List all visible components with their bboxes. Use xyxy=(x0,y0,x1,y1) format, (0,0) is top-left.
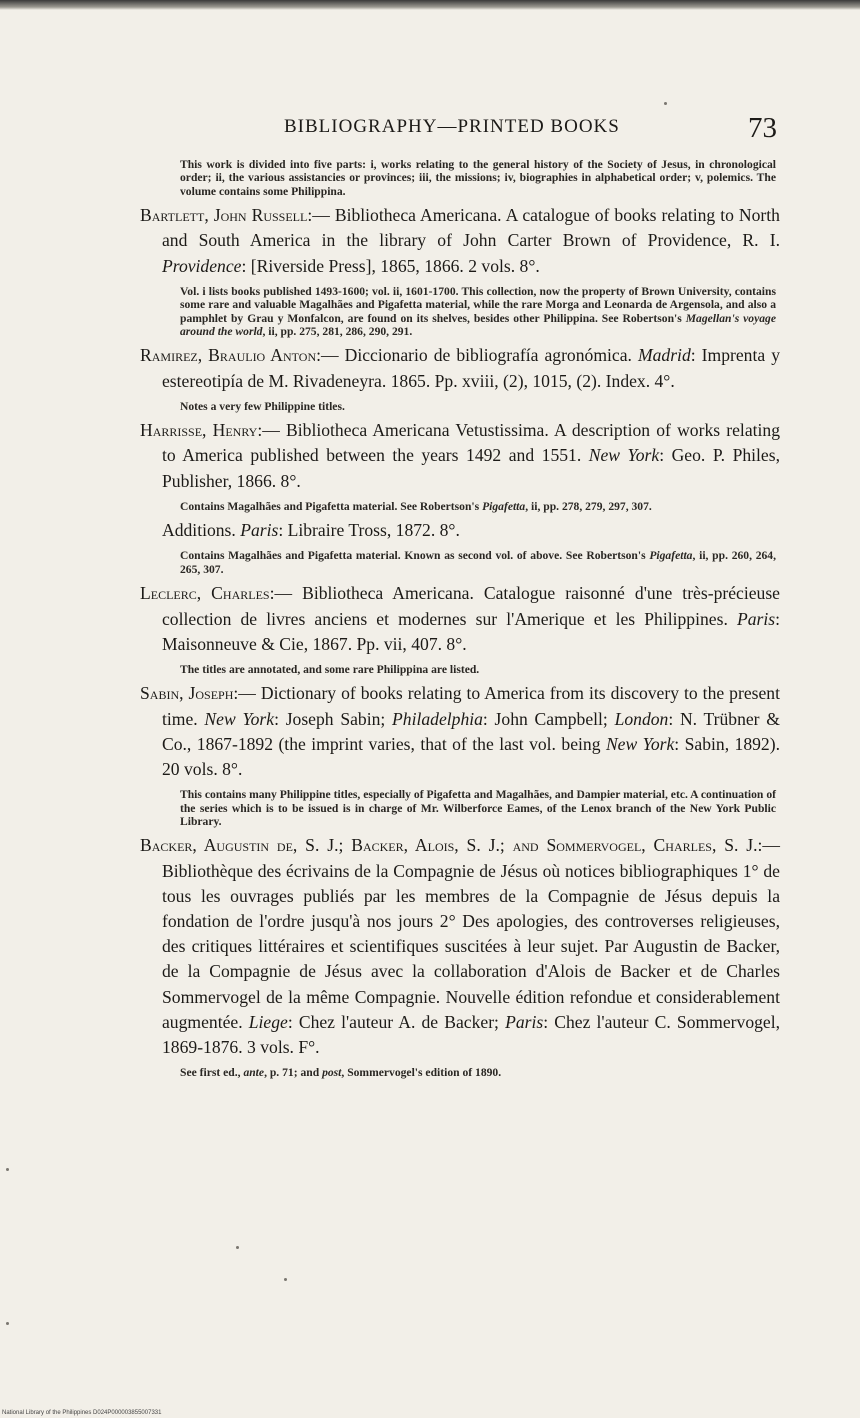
scan-footer-label: National Library of the Philippines D024P000003855007331 xyxy=(2,1410,162,1416)
entry-sabin: Sabin, Joseph:— Dictionary of books relating to America from its discovery to the present time. New York: Joseph Sabin; Philadelphia: John Campbell; London: N. Trübner & Co., 1867-1892 (the imprint varies, that of the last vol. being New York: Sabin, 1892). 20 vols. 8°. xyxy=(140,683,780,779)
entry-author: Bartlett, John Russell: xyxy=(140,205,313,226)
entry-author: Backer, Augustin de, S. J.; Backer, Alois, S. J.; and Sommervogel, Charles, S. J.: xyxy=(140,835,763,856)
entry-backer: Backer, Augustin de, S. J.; Backer, Alois, S. J.; and Sommervogel, Charles, S. J.:— Bibliothèque des écrivains de la Compagnie de Jésus où notices bibliographiques 1° de tous les ouvrages publiés par les membres de la Compagnie de Jésus depuis la fondation de l'ordre jusqu'à nos jours 2° Des apologies, des controverses religieuses, des critiques littéraires et scientifiques suscitées à leur sujet. Par Augustin de Backer, de la Compagnie de Jésus avec la collaboration d'Alois de Backer et de Charles Sommervogel de la même Compagnie. Nouvelle édition refondue et considerablement augmentée. Liege: Chez l'auteur A. de Backer; Paris: Chez l'auteur C. Sommervogel, 1869-1876. 3 vols. F°. xyxy=(140,835,781,1057)
entry-leclerc: Leclerc, Charles:— Bibliotheca Americana. Catalogue raisonné d'une très-précieuse collection de livres anciens et modernes sur l'Amerique et les Philippines. Paris: Maisonneuve & Cie, 1867. Pp. vii, 407. 8°. xyxy=(140,583,780,654)
note-harrisse-additions: Contains Magalhães and Pigafetta material. Known as second vol. of above. See Robertson's Pigafetta, ii, pp. 260, 264, 265, 307. xyxy=(180,549,776,576)
scan-speck xyxy=(284,1278,287,1281)
entry-bartlett: Bartlett, John Russell:— Bibliotheca Americana. A catalogue of books relating to North and South America in the library of John Carter Brown of Providence, R. I. Providence: [Riverside Press], 1865, 1866. 2 vols. 8°. xyxy=(140,205,780,276)
note-ramirez: Notes a very few Philippine titles. xyxy=(180,399,345,413)
note-harrisse: Contains Magalhães and Pigafetta material. See Robertson's Pigafetta, ii, pp. 278, 279, 297, 307. xyxy=(180,499,652,513)
entry-ramirez: Ramirez, Braulio Anton:— Diccionario de bibliografía agronómica. Madrid: Imprenta y estereotipía de M. Rivadeneyra. 1865. Pp. xviii, (2), 1015, (2). Index. 4°. xyxy=(140,345,780,391)
entry-author: Sabin, Joseph: xyxy=(140,683,239,704)
page-header xyxy=(0,112,860,152)
entry-author: Harrisse, Henry: xyxy=(140,420,263,441)
page-body xyxy=(140,158,780,1085)
note-bartlett: Vol. i lists books published 1493-1600; vol. ii, 1601-1700. This collection, now the property of Brown University, contains some rare and valuable Magalhães and Pigafetta material, while the rare Morga and Leonarda de Argensola, and also a pamphlet by Grau y Monfalcon, are found on its shelves, besides other Philippina. See Robertson's Magellan's voyage around the world, ii, pp. 275, 281, 286, 290, 291. xyxy=(180,284,776,339)
scan-speck xyxy=(236,1246,239,1249)
entry-harrisse: Harrisse, Henry:— Bibliotheca Americana Vetustissima. A description of works relating to America published between the years 1492 and 1551. New York: Geo. P. Philes, Publisher, 1866. 8°. xyxy=(140,420,781,491)
running-head: BIBLIOGRAPHY—PRINTED BOOKS xyxy=(284,116,620,137)
scan-top-edge xyxy=(0,0,860,10)
scan-speck xyxy=(6,1168,9,1171)
note-society-of-jesus: This work is divided into five parts: i, works relating to the general history of the Society of Jesus, in chronological order; ii, the various assistancies or provinces; iii, the missions; iv, biographies in alphabetical order; v, polemics. The volume contains some Philippina. xyxy=(180,158,776,198)
note-sabin: This contains many Philippine titles, especially of Pigafetta and Magalhães, and Dampier material, etc. A continuation of the series which is to be issued is in charge of Mr. Wilberforce Eames, of the Lenox branch of the New York Public Library. xyxy=(180,788,776,828)
page-number: 73 xyxy=(748,112,777,144)
note-backer: See first ed., ante, p. 71; and post, Sommervogel's edition of 1890. xyxy=(180,1066,502,1080)
entry-harrisse-additions: Additions. Paris: Libraire Tross, 1872. 8°. xyxy=(162,520,460,541)
entry-author: Ramirez, Braulio Anton: xyxy=(140,345,321,366)
entry-author: Leclerc, Charles: xyxy=(140,583,275,604)
note-leclerc: The titles are annotated, and some rare Philippina are listed. xyxy=(180,662,480,676)
scan-speck xyxy=(6,1322,9,1325)
scan-speck xyxy=(664,102,667,105)
